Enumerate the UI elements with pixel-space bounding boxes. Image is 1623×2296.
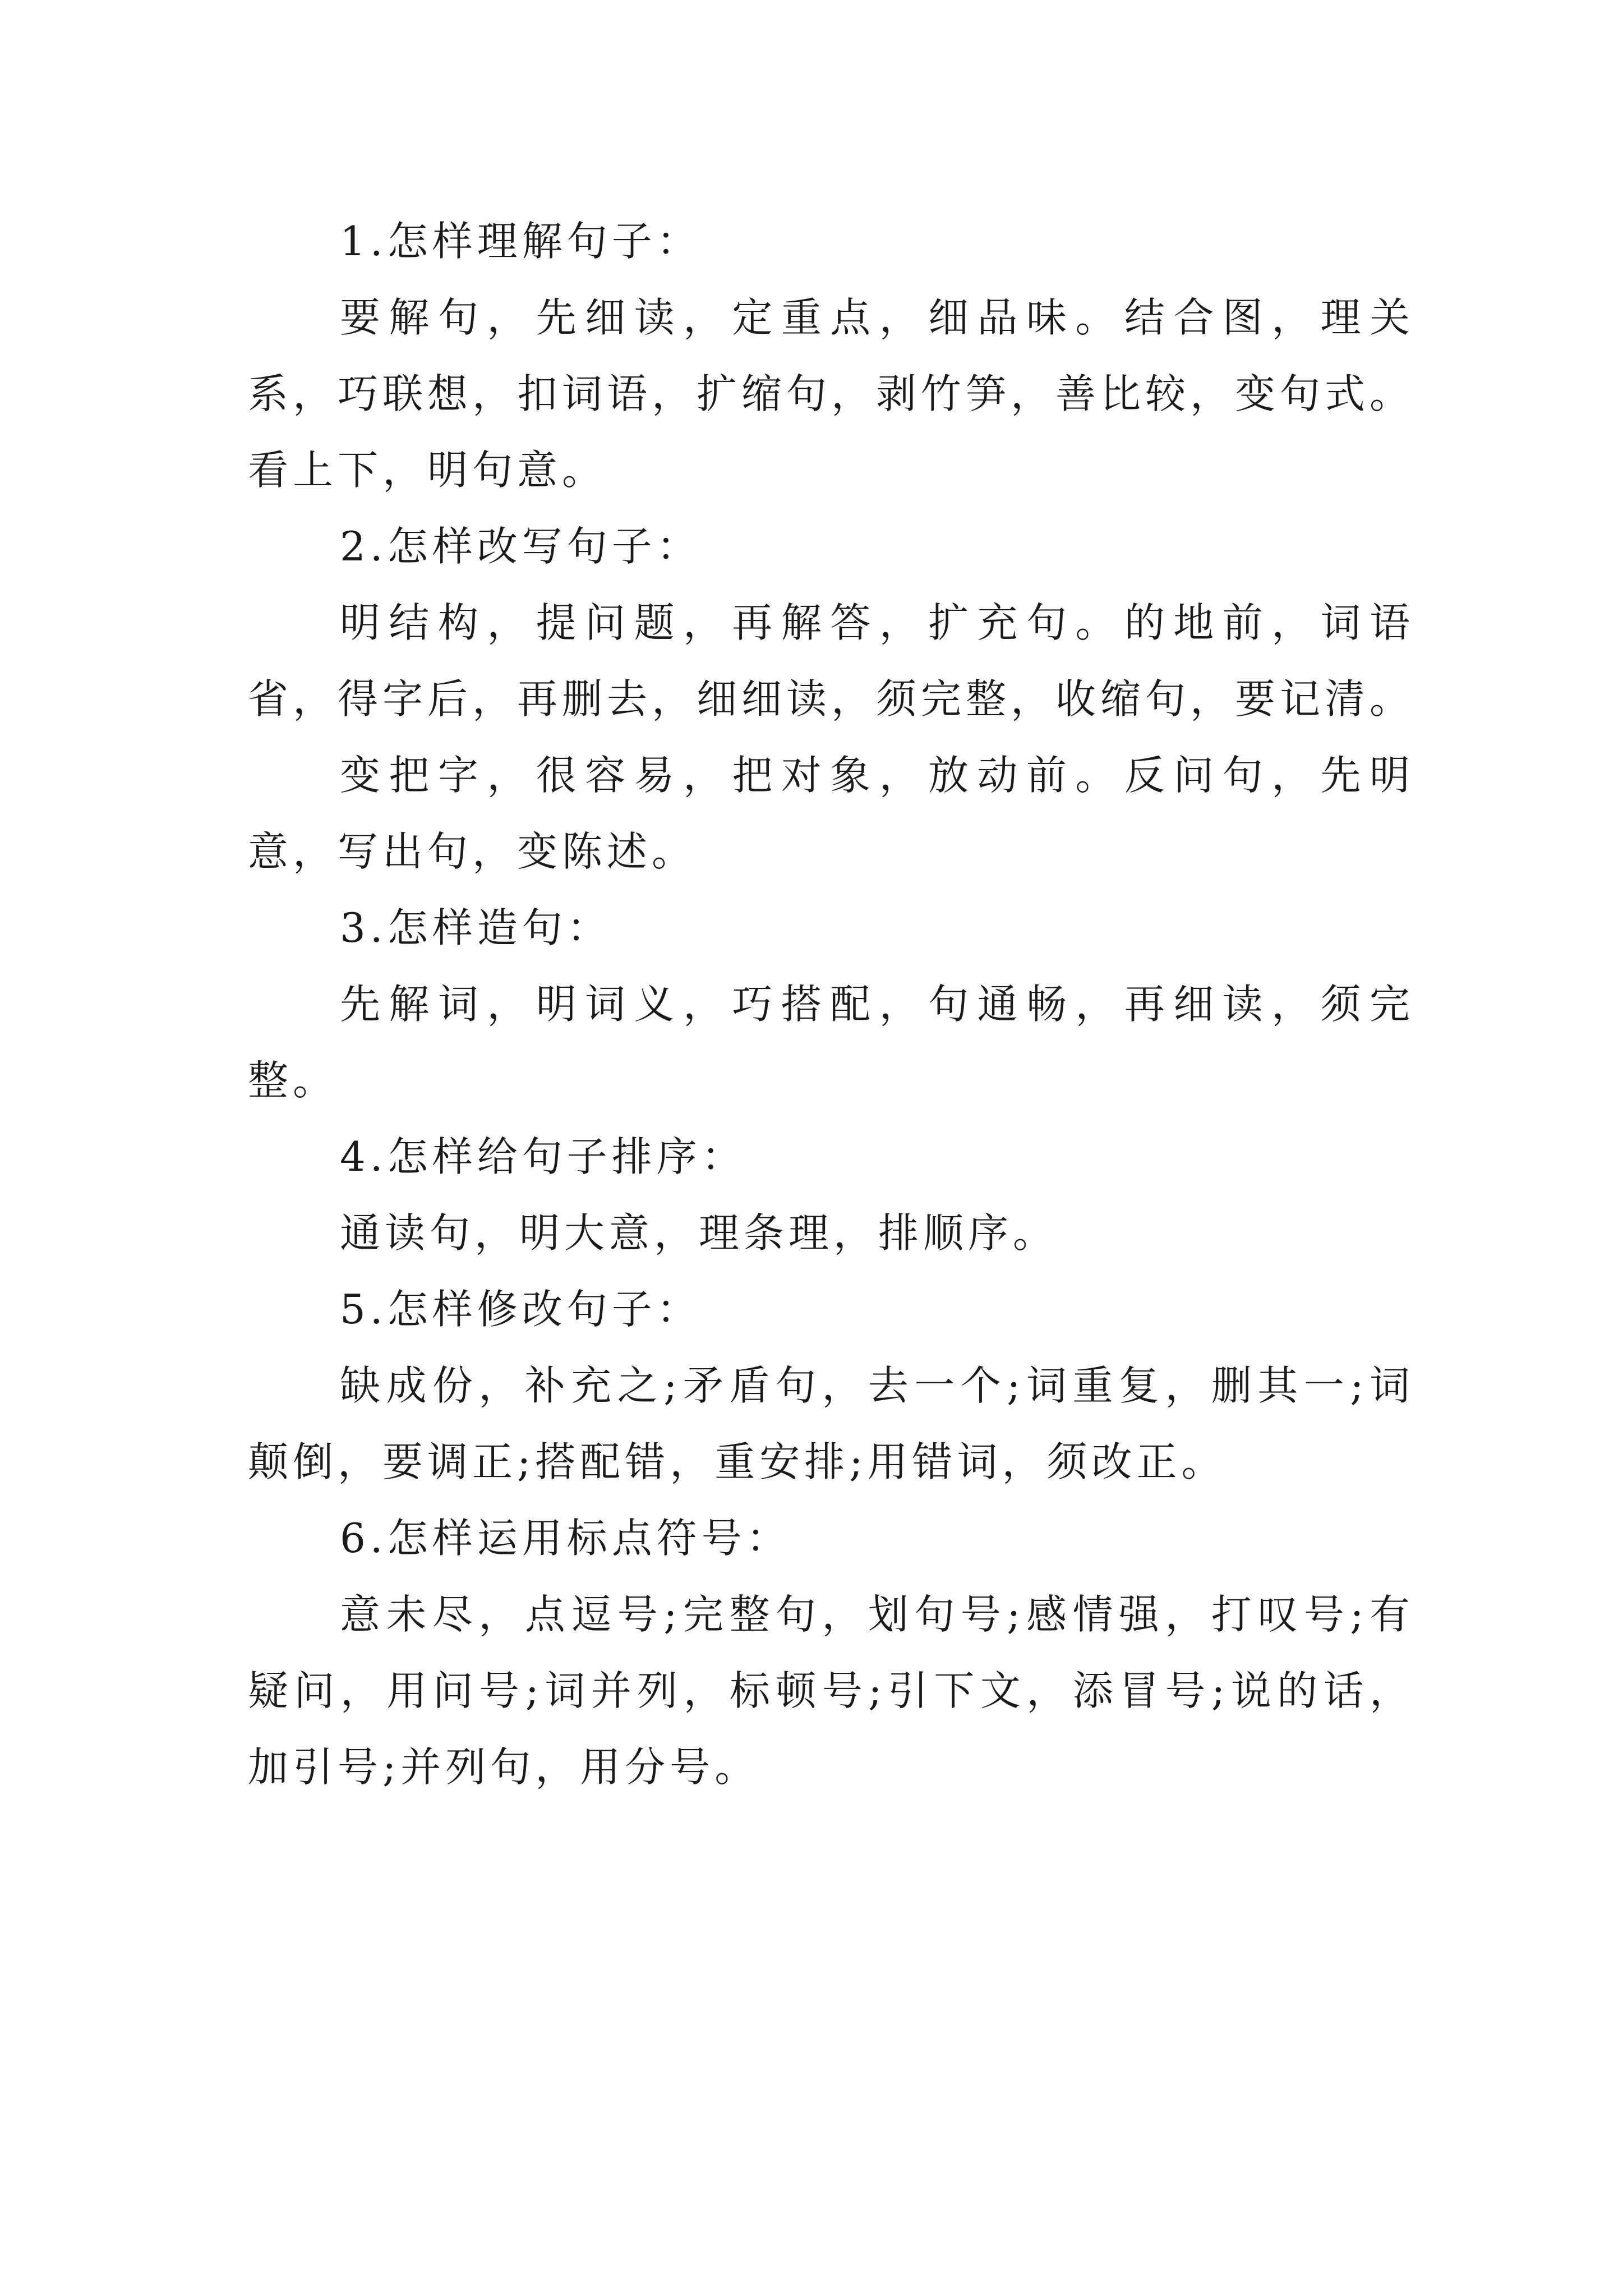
- section-6-paragraph-1: 意未尽，点逗号;完整句，划句号;感情强，打叹号;有疑问，用问号;词并列，标顿号;引下文，添冒号;说的话，加引号;并列句，用分号。: [248, 1591, 1414, 1791]
- section-heading-5: 5.怎样修改句子：: [340, 1286, 702, 1333]
- section-5-paragraph-1: 缺成份，补充之;矛盾句，去一个;词重复，删其一;词颠倒，要调正;搭配错，重安排;用错词，须改正。: [248, 1362, 1414, 1485]
- document-body: [248, 203, 1414, 1805]
- section-4-paragraph-1: 通读句，明大意，理条理，排顺序。: [340, 1209, 1058, 1257]
- section-2-paragraph-2: 变把字，很容易，把对象，放动前。反问句，先明意，写出句，变陈述。: [248, 752, 1414, 875]
- section-3-paragraph-1: 先解词，明词义，巧搭配，句通畅，再细读，须完整。: [248, 981, 1414, 1104]
- section-heading-4: 4.怎样给句子排序：: [340, 1133, 746, 1180]
- section-heading-6: 6.怎样运用标点符号：: [340, 1515, 791, 1562]
- section-heading-2: 2.怎样改写句子：: [340, 523, 702, 570]
- section-2-paragraph-1: 明结构，提问题，再解答，扩充句。的地前，词语省，得字后，再删去，细细读，须完整，收缩句，要记清。: [248, 599, 1415, 723]
- section-heading-3: 3.怎样造句：: [340, 904, 612, 951]
- section-1-paragraph-1: 要解句，先细读，定重点，细品味。结合图，理关系，巧联想，扣词语，扩缩句，剥竹笋，善比较，变句式。看上下，明句意。: [248, 294, 1415, 494]
- section-heading-1: 1.怎样理解句子：: [340, 218, 702, 265]
